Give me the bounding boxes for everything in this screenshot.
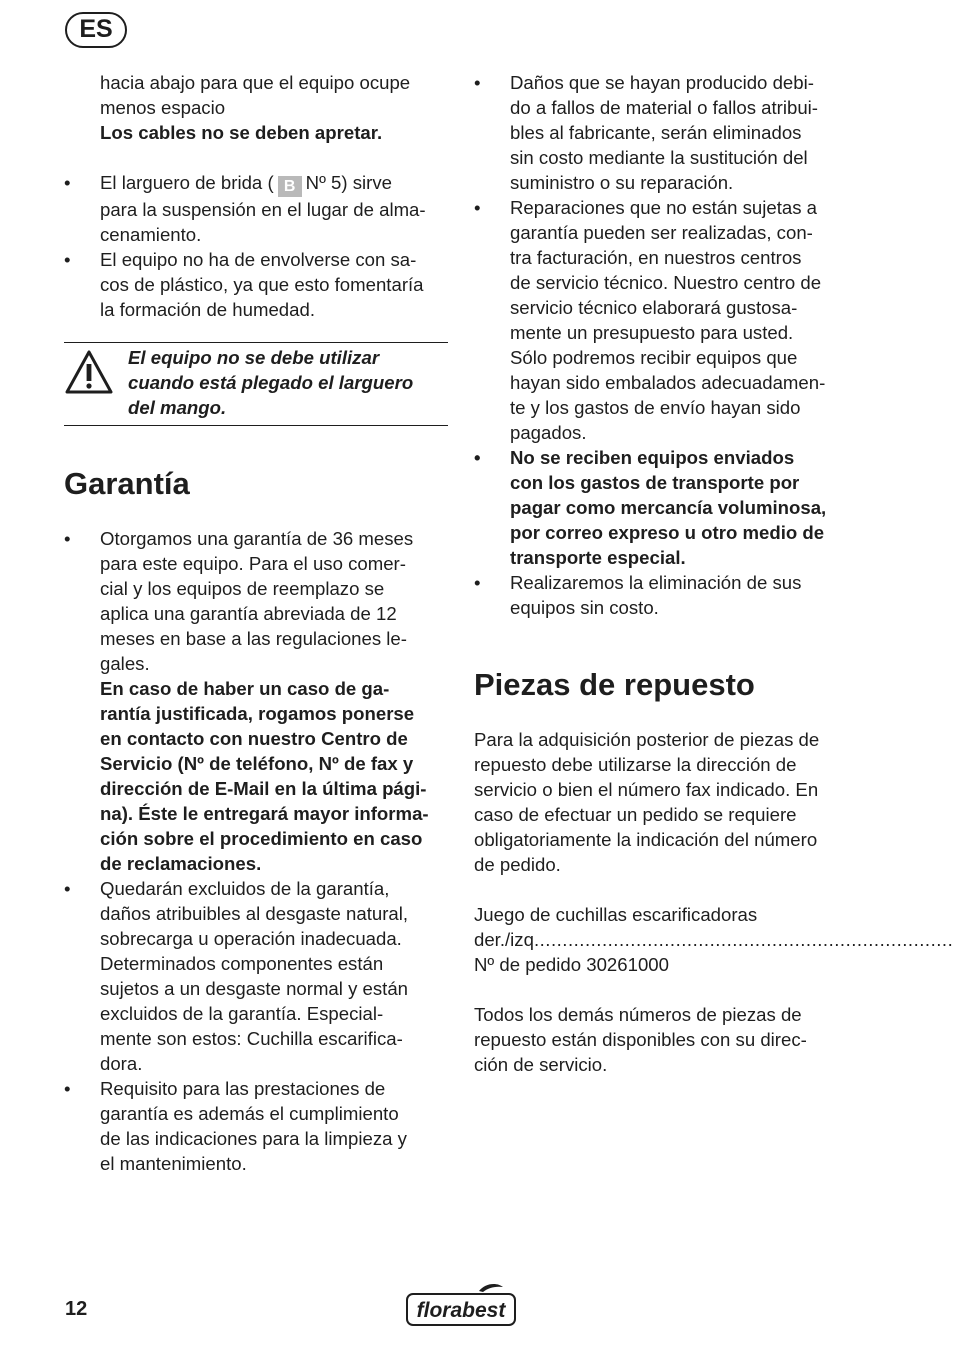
warning-triangle-icon	[64, 345, 128, 401]
text-line: garantía es además el cumplimiento	[100, 1103, 399, 1124]
flange-text-before: El larguero de brida (	[100, 172, 274, 193]
text-line: tra facturación, en nuestros centros	[510, 247, 802, 268]
text-line: excluidos de la garantía. Especial-	[100, 1003, 384, 1024]
text-line: la formación de humedad.	[100, 299, 315, 320]
text-line: pagados.	[510, 422, 587, 443]
spare-parts-intro	[474, 727, 874, 877]
text-line: • Daños que se hayan producido debi-	[510, 72, 814, 93]
text-line: en contacto con nuestro Centro de	[100, 728, 408, 749]
text-line: Para la adquisición posterior de piezas de	[474, 729, 820, 750]
text-line: garantía pueden ser realizadas, con-	[510, 222, 813, 243]
text-line: • El equipo no ha de envolverse con sa-	[100, 249, 417, 270]
spare-part-entry	[474, 902, 954, 977]
text-line: suministro o su reparación.	[510, 172, 734, 193]
part-name: Juego de cuchillas escarificadoras	[474, 904, 758, 925]
list-item-requirements	[64, 1076, 448, 1176]
text-line: • No se reciben equipos enviados	[510, 447, 795, 468]
text-line: servicio o bien el número fax indicado. En	[474, 779, 819, 800]
dot-leader: ..........................................................................	[533, 929, 954, 950]
language-badge: ES	[65, 12, 127, 48]
part-side-line	[474, 927, 954, 952]
text-line: hayan sido embalados adecuadamen-	[510, 372, 826, 393]
right-column	[474, 70, 954, 1077]
list-item-flange	[64, 170, 448, 247]
text-line: de las indicaciones para la limpieza y	[100, 1128, 407, 1149]
text-line: rantía justificada, rogamos ponerse	[100, 703, 415, 724]
page-number: 12	[65, 1298, 88, 1320]
text-line: para la suspensión en el lugar de alma-	[100, 199, 426, 220]
text-line: cenamiento.	[100, 224, 202, 245]
text-line: dora.	[100, 1053, 143, 1074]
text-line: para este equipo. Para el uso comer-	[100, 553, 406, 574]
text-line: • Requisito para las prestaciones de	[100, 1078, 386, 1099]
text-line: equipos sin costo.	[510, 597, 659, 618]
text-line: pagar como mercancía voluminosa,	[510, 497, 827, 518]
text-line: El equipo no se debe utilizar	[128, 347, 380, 368]
text-line: Todos los demás números de piezas de	[474, 1004, 802, 1025]
text-line: dirección de E-Mail en la última pági-	[100, 778, 427, 799]
list-item-exclusions	[64, 876, 448, 1076]
text-line: Sólo podremos recibir equipos que	[510, 347, 798, 368]
warranty-heading: Garantía	[64, 466, 190, 501]
list-item-damage	[474, 70, 874, 195]
text-line: ción sobre el procedimiento en caso	[100, 828, 423, 849]
text-line: hacia abajo para que el equipo ocupe	[100, 72, 411, 93]
text-line: transporte especial.	[510, 547, 686, 568]
list-item-warranty-period	[64, 526, 448, 876]
warning-box	[64, 342, 448, 426]
text-line: de pedido.	[474, 854, 561, 875]
text-line: cos de plástico, ya que esto fomentaría	[100, 274, 424, 295]
list-item-plastic	[64, 247, 448, 322]
text-line: do a fallos de material o fallos atribui-	[510, 97, 818, 118]
text-line: cial y los equipos de reemplazo se	[100, 578, 385, 599]
text-line: servicio técnico elaborará gustosa-	[510, 297, 798, 318]
text-line: de reclamaciones.	[100, 853, 262, 874]
part-side: der./izq	[474, 929, 534, 950]
text-line: el mantenimiento.	[100, 1153, 247, 1174]
text-line: sujetos a un desgaste normal y están	[100, 978, 409, 999]
cables-note: Los cables no se deben apretar.	[100, 122, 383, 143]
text-line: repuesto debe utilizarse la dirección de	[474, 754, 797, 775]
text-line: repuesto están disponibles con su direc-	[474, 1029, 807, 1050]
text-line: • Otorgamos una garantía de 36 meses	[100, 528, 414, 549]
text-line: aplica una garantía abreviada de 12	[100, 603, 397, 624]
text-line: del mango.	[128, 397, 227, 418]
flange-text-after: Nº 5) sirve	[305, 172, 392, 193]
text-line: menos espacio	[100, 97, 226, 118]
text-line: • Realizaremos la eliminación de sus	[510, 572, 802, 593]
text-line: • Quedarán excluidos de la garantía,	[100, 878, 390, 899]
text-line: daños atribuibles al desgaste natural,	[100, 903, 409, 924]
text-line: de servicio técnico. Nuestro centro de	[510, 272, 822, 293]
text-line	[100, 170, 448, 197]
intro-continuation	[64, 70, 448, 145]
text-line: sobrecarga u operación inadecuada.	[100, 928, 402, 949]
part-order-number: Nº de pedido 30261000	[474, 954, 669, 975]
text-line: • Reparaciones que no están sujetas a	[510, 197, 818, 218]
list-item-no-freight	[474, 445, 874, 570]
logo-wordmark: florabest	[416, 1299, 506, 1322]
text-line: En caso de haber un caso de ga-	[100, 678, 390, 699]
text-line: por correo expreso u otro medio de	[510, 522, 825, 543]
florabest-logo	[405, 1282, 517, 1328]
text-line: ción de servicio.	[474, 1054, 608, 1075]
text-line: caso de efectuar un pedido se requiere	[474, 804, 797, 825]
text-line: sin costo mediante la sustitución del	[510, 147, 808, 168]
text-line: gales.	[100, 653, 150, 674]
text-line: na). Éste le entregará mayor informa-	[100, 803, 429, 824]
spare-parts-outro	[474, 1002, 874, 1077]
list-item-repairs	[474, 195, 874, 445]
list-item-disposal	[474, 570, 874, 620]
text-line: obligatoriamente la indicación del número	[474, 829, 818, 850]
spare-parts-heading: Piezas de repuesto	[474, 667, 755, 702]
text-line: meses en base a las regulaciones le-	[100, 628, 407, 649]
text-line: Servicio (Nº de teléfono, Nº de fax y	[100, 753, 414, 774]
text-line: con los gastos de transporte por	[510, 472, 800, 493]
figure-b-badge: B	[278, 176, 302, 197]
text-line: mente un presupuesto para usted.	[510, 322, 794, 343]
text-line: te y los gastos de envío hayan sido	[510, 397, 801, 418]
warning-text	[128, 345, 413, 420]
text-line: Determinados componentes están	[100, 953, 384, 974]
text-line: bles al fabricante, serán eliminados	[510, 122, 802, 143]
text-line: mente son estos: Cuchilla escarifica-	[100, 1028, 403, 1049]
text-line: cuando está plegado el larguero	[128, 372, 414, 393]
left-column	[64, 70, 448, 1176]
